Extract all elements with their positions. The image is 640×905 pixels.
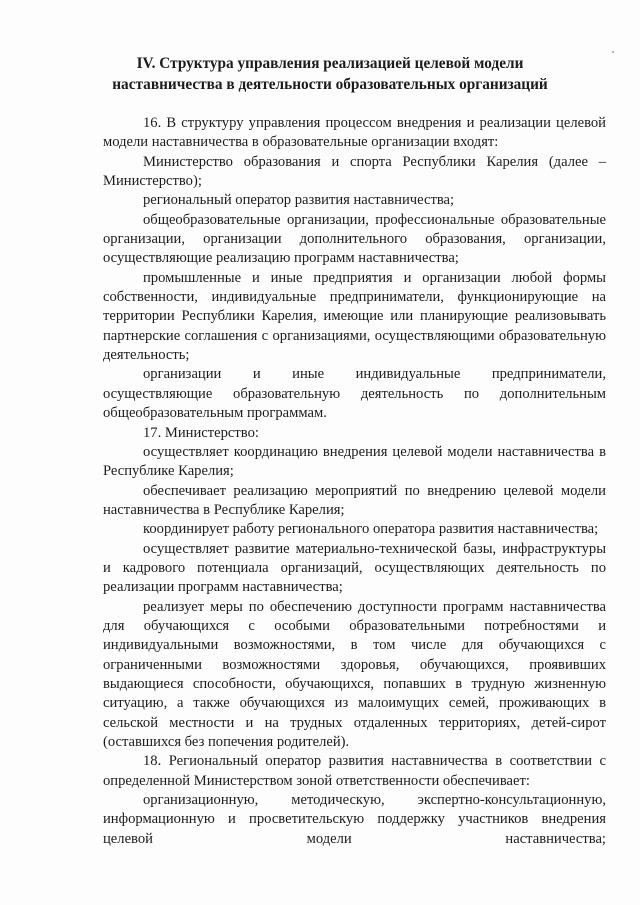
paragraph-support: организационную, методическую, экспертно-консультационную, информационную и просветительскую поддержку участников внедрения целевой модели наставничества; [103, 792, 606, 847]
paragraph-operator-item: региональный оператор развития наставничества; [143, 192, 455, 209]
document-body [103, 114, 606, 849]
paragraph-16: 16. В структуру управления процессом внедрения и реализации целевой модели наставничества в образовательные организации входят: [103, 115, 606, 151]
paragraph-accessibility: реализует меры по обеспечению доступности программ наставничества для обучающихся с особыми образовательными потребностями и индивидуальными возможностями, в том числе для обучающихся с ограниченными возможностями здоровья, обучающихся, проявивших выдающиеся способности, обучающихся, попавших в трудную жизненную ситуацию, а также обучающихся из малоимущих семей, проживающих в сельской местности и на трудных отдаленных территориях, детей-сирот (оставшихся без попечения родителей). [103, 598, 606, 750]
paragraph-18: 18. Региональный оператор развития наставничества в соответствии с определенной Министерством зоной ответственности обеспечивает: [103, 753, 606, 789]
scan-speck [612, 51, 614, 53]
paragraph-ministry-item: Министерство образования и спорта Республики Карелия (далее – Министерство); [103, 153, 606, 190]
paragraph-entrepreneurs-item: организации и иные индивидуальные предприниматели, осуществляющие образовательную деятельность по дополнительным общеобразовательным программам. [103, 366, 606, 422]
paragraph-operator-coordination: координирует работу регионального оператора развития наставничества; [143, 521, 599, 538]
section-heading-line-1: IV. Структура управления реализацией целевой модели [136, 55, 524, 72]
paragraph-coordination: осуществляет координацию внедрения целевой модели наставничества в Республике Карелия; [103, 443, 606, 480]
paragraph-implementation: обеспечивает реализацию мероприятий по внедрению целевой модели наставничества в Республике Карелия; [103, 482, 606, 518]
paragraph-enterprises-item: промышленные и иные предприятия и организации любой формы собственности, индивидуальные предприниматели, функционирующие на территории Республики Карелия, имеющие или планирующие реализовывать партнерские соглашения с организациями, осуществляющими образовательную деятельность; [103, 269, 606, 364]
section-heading [80, 53, 580, 95]
paragraph-infrastructure: осуществляет развитие материально-технической базы, инфраструктуры и кадрового потенциала организаций, осуществляющих деятельность по реализации программ наставничества; [103, 540, 606, 596]
paragraph-schools-item: общеобразовательные организации, профессиональные образовательные организации, организации дополнительного образования, организации, осуществляющие реализацию программ наставничества; [103, 211, 606, 267]
section-heading-line-2: наставничества в деятельности образовательных организаций [112, 76, 548, 93]
paragraph-17: 17. Министерство: [143, 424, 259, 441]
